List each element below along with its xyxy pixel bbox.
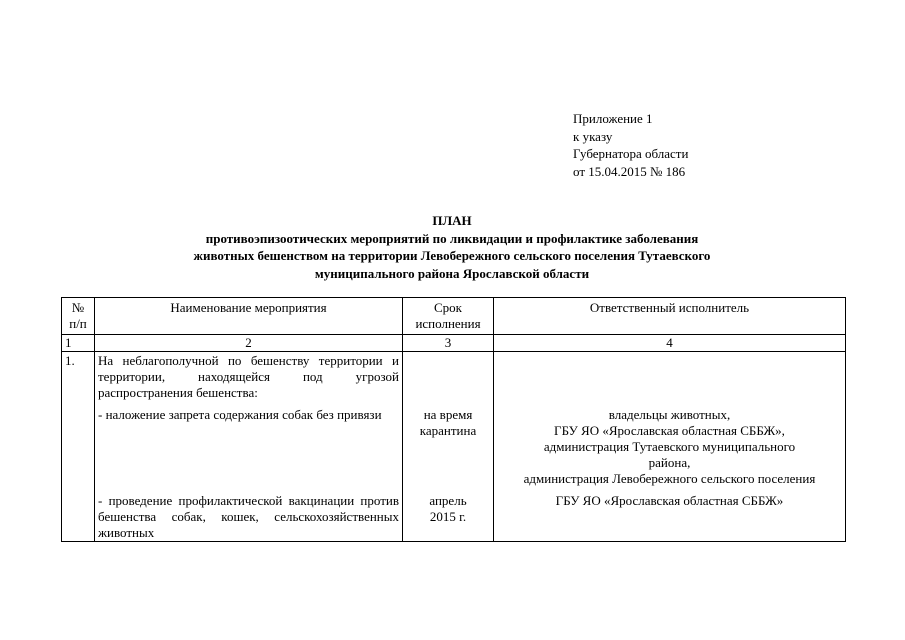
index-cell: 4 bbox=[494, 335, 846, 352]
term-line: на время bbox=[423, 407, 473, 422]
responsible-line: района, bbox=[648, 455, 691, 470]
header-num bbox=[62, 298, 95, 335]
term-line: апрель bbox=[429, 493, 467, 508]
header-term bbox=[403, 298, 494, 335]
table-index-row bbox=[62, 335, 846, 352]
row-name-cell bbox=[95, 352, 403, 542]
row-responsible-cell bbox=[494, 352, 846, 542]
header-name: Наименование мероприятия bbox=[95, 298, 403, 335]
index-cell: 1 bbox=[62, 335, 95, 352]
responsible-line: администрация Левобережного сельского поселения bbox=[523, 471, 816, 486]
annex-block bbox=[573, 110, 688, 180]
row-term-cell bbox=[403, 352, 494, 542]
responsible-line: администрация Тутаевского муниципального bbox=[543, 439, 796, 454]
responsible-line: ГБУ ЯО «Ярославская областная СББЖ» bbox=[555, 493, 784, 508]
plan-subtitle-line: противоэпизоотических мероприятий по ликвидации и профилактике заболевания bbox=[205, 230, 699, 246]
header-num-line: № bbox=[71, 300, 85, 315]
row-num: 1. bbox=[62, 352, 95, 542]
plan-table bbox=[61, 297, 846, 542]
row-item-name: - наложение запрета содержания собак без привязи bbox=[98, 407, 382, 422]
term-line: 2015 г. bbox=[429, 509, 467, 524]
header-responsible: Ответственный исполнитель bbox=[494, 298, 846, 335]
index-cell: 3 bbox=[403, 335, 494, 352]
index-cell: 2 bbox=[95, 335, 403, 352]
header-term-line: Срок bbox=[434, 300, 462, 315]
plan-subtitle-line: муниципального района Ярославской области bbox=[314, 265, 590, 281]
header-num-line: п/п bbox=[69, 316, 87, 331]
header-term-line: исполнения bbox=[415, 316, 481, 331]
plan-title: ПЛАН bbox=[432, 213, 472, 228]
row-item-name: - проведение профилактической вакцинации против бешенства собак, кошек, сельскохозяйственных животных bbox=[98, 493, 399, 540]
table-row bbox=[62, 352, 846, 542]
plan-heading bbox=[60, 212, 844, 282]
plan-subtitle-line: животных бешенством на территории Левобережного сельского поселения Тутаевского bbox=[193, 248, 711, 263]
responsible-line: ГБУ ЯО «Ярославская областная СББЖ», bbox=[554, 423, 785, 438]
annex-line: от 15.04.2015 № 186 bbox=[573, 163, 686, 179]
term-line: карантина bbox=[419, 423, 477, 438]
row-intro: На неблагополучной по бешенству территории и территории, находящейся под угрозой распространения бешенства: bbox=[98, 353, 399, 400]
annex-line: к указу bbox=[573, 128, 613, 144]
annex-line: Приложение 1 bbox=[573, 111, 653, 126]
table-header-row bbox=[62, 298, 846, 335]
annex-line: Губернатора области bbox=[573, 146, 689, 161]
responsible-line: владельцы животных, bbox=[608, 407, 731, 422]
